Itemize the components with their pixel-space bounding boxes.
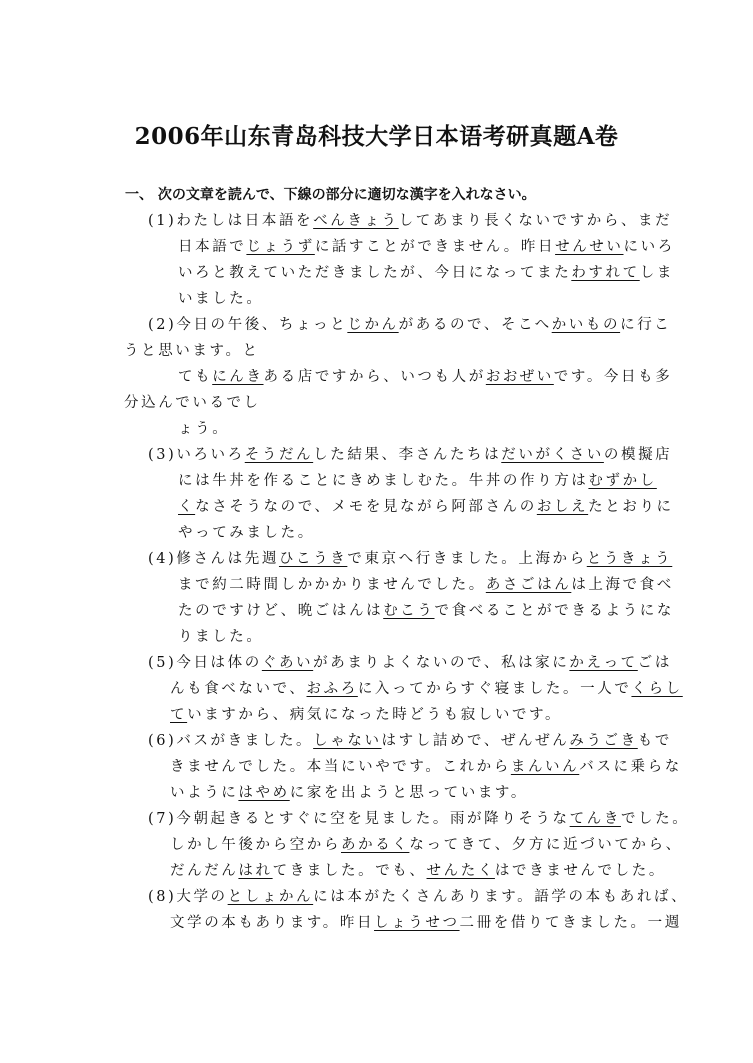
answer-blank: ぐあい [261,655,314,671]
answer-blank: にんき [212,369,264,385]
answer-blank: せんたく [426,863,495,879]
answer-blank: みうごき [569,733,638,749]
line-text: しかし午後から空から [170,837,341,853]
answer-blank: おしえ [536,499,589,515]
line-text: (4)修さんは先週 [148,551,279,567]
line-text: にいろ [623,239,675,255]
line-text: に話すことができません。昨日 [314,239,556,255]
line-text: りました。 [178,629,264,645]
line-text: は上海で食べ [571,577,674,593]
line-text: 分込んでいるでし [124,395,261,411]
text-line [178,289,264,309]
line-text: ょう。 [178,421,230,437]
section-heading: 一、 次の文章を読んで、下線の部分に適切な漢字を入れなさい。 [125,187,536,203]
line-text: きませんでした。本当にいやです。これから [170,759,511,775]
line-text: の模擬店 [603,447,673,463]
text-line [170,783,528,803]
line-text: てきました。でも、 [272,863,427,879]
text-line [170,835,683,855]
text-line [148,809,689,829]
line-text: には牛丼を作ることにきめましむた。牛丼の作り方は [178,473,589,489]
answer-blank: せんせい [555,239,624,255]
answer-blank: しょうせつ [374,915,460,931]
line-text: でした。 [620,811,690,827]
text-line [178,497,674,517]
text-line [170,705,562,725]
line-text: した結果、李さんたちは [313,447,502,463]
line-text: があるので、そこへ [398,317,552,333]
answer-blank: はれ [238,863,273,879]
line-text: ある店ですから、いつも人が [263,369,486,385]
text-line [124,393,261,413]
text-line [148,887,688,907]
line-text: (6)バスがきました。 [148,733,314,749]
line-text: たとおりに [588,499,674,515]
line-text: いように [170,785,239,801]
answer-blank: じかん [347,317,399,333]
line-text: (8)大学の [148,889,228,905]
line-text: (2)今日の午後、ちょっと [148,317,348,333]
text-line [178,263,674,283]
text-line [170,679,683,699]
text-line [148,445,672,465]
text-line [148,315,671,335]
answer-blank: はやめ [238,785,290,801]
text-line [178,575,674,595]
text-line [178,419,229,439]
text-line [178,601,674,621]
line-text: 日本語で [178,239,247,255]
answer-blank: かえって [569,655,638,671]
line-text: で食べることができるようにな [434,603,674,619]
answer-blank: むこう [383,603,435,619]
line-text: もで [637,733,672,749]
line-text: はすし詰めで、ぜんぜん [381,733,570,749]
text-line [148,211,672,231]
line-text: で東京へ行きました。上海から [347,551,587,567]
text-line [170,861,666,881]
answer-blank: じょうず [246,239,315,255]
answer-blank: てんき [569,811,621,827]
text-line [124,341,260,361]
line-text: しま [639,265,674,281]
answer-blank: しゃない [313,733,382,749]
line-text: だんだん [170,863,239,879]
line-text: いろと教えていただきましたが、今日になってまた [178,265,572,281]
text-line [148,549,672,569]
text-line [170,757,682,777]
line-text: たのですけど、晩ごはんは [178,603,384,619]
answer-blank: ひこうき [278,551,348,567]
line-text: があまりよくないので、私は家に [313,655,570,671]
answer-blank: おふろ [306,681,358,697]
answer-blank: く [178,499,196,515]
page-title: 2006年山东青岛科技大学日本语考研真题A卷 [134,123,619,150]
text-line [148,653,672,673]
text-line [178,523,315,543]
line-text: (1)わたしは日本語を [148,213,314,229]
answer-blank: おおぜい [485,369,554,385]
answer-blank: としょかん [227,889,314,905]
line-text: なってきて、夕方に近づいてから、 [409,837,683,853]
text-line [178,627,264,647]
line-text: いますから、病気になった時どうも寂しいです。 [187,707,563,723]
line-text: んも食べないで、 [170,681,307,697]
text-line [178,237,675,257]
line-text: に行こ [620,317,672,333]
text-line [178,471,657,491]
line-text: なさそうなので、メモを見ながら阿部さんの [195,499,537,515]
line-text: に家を出ようと思っています。 [289,785,528,801]
answer-blank: むずかし [588,473,657,489]
line-text: です。今日も多 [553,369,673,385]
line-text: やってみました。 [178,525,315,541]
line-text: いました。 [178,291,264,307]
line-text: には本がたくさんあります。語学の本もあれば、 [313,889,689,905]
line-text: (3)いろいろ [148,447,245,463]
answer-blank: て [170,707,188,723]
answer-blank: かいもの [551,317,621,333]
line-text: ても [178,369,213,385]
line-text: に入ってからすぐ寝ました。一人で [357,681,632,697]
answer-blank: くらし [631,681,683,697]
line-text: はできませんでした。 [494,863,666,879]
text-line [170,913,682,933]
text-line [148,731,672,751]
line-text: (5)今日は体の [148,655,262,671]
line-text: 二冊を借りてきました。一週 [459,915,682,931]
line-text: ごは [637,655,672,671]
line-text: 文学の本もあります。昨日 [170,915,375,931]
line-text: してあまり長くないですから、まだ [398,213,673,229]
answer-blank: べんきょう [313,213,399,229]
answer-blank: あかるく [341,837,410,853]
line-text: バスに乗らな [579,759,682,775]
line-text: (7)今朝起きるとすぐに空を見ました。雨が降りそうな [148,811,570,827]
line-text: まで約二時間しかかかりませんでした。 [178,577,486,593]
text-line [178,367,672,387]
answer-blank: とうきょう [586,551,673,567]
answer-blank: まんいん [510,759,580,775]
answer-blank: そうだん [244,447,314,463]
line-text: うと思います。と [124,343,260,359]
answer-blank: だいがくさい [501,447,604,463]
answer-blank: あさごはん [485,577,572,593]
answer-blank: わすれて [571,265,640,281]
